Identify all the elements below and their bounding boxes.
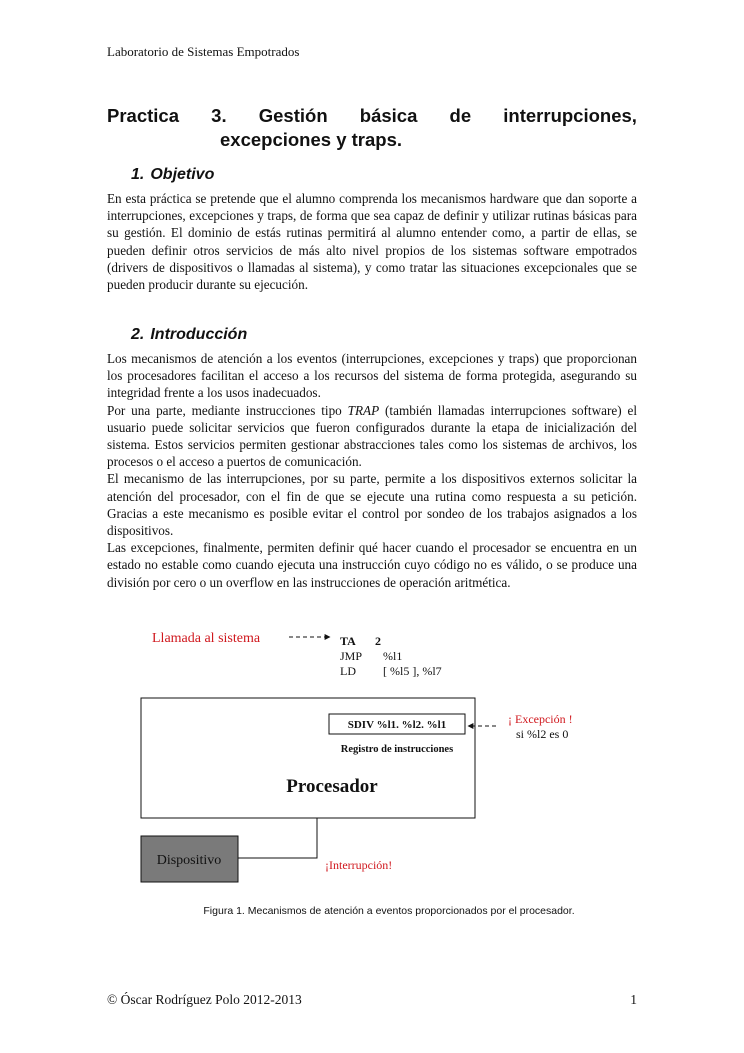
code-arg: 2 (375, 634, 381, 648)
processor-label: Procesador (286, 776, 378, 797)
register-label: Registro de instrucciones (340, 744, 454, 755)
exception-condition: si %l2 es 0 (516, 727, 569, 741)
interrupt-label: ¡Interrupción! (325, 858, 393, 872)
text-run: (también llamadas interrupciones software) el usuario puede solicitar servicios que fueron configurados durante la etapa de inicialización del sistema. Estos servicios permiten gestionar abstracciones tales como los sistemas de archivos, los procesos o el acceso a puertos de comunicación. (107, 402, 637, 470)
code-op: JMP (340, 649, 363, 663)
title-line-2: excepciones y traps. (220, 129, 403, 150)
paragraph: En esta práctica se pretende que el alumno comprenda los mecanismos hardware que dan soporte a interrupciones, excepciones y traps, de forma que sea capaz de definir y utilizar rutinas básicas para su gestión. El dominio de estás rutinas permitirá al alumno entender como, a partir de ellas, se pueden definir otros servicios de más alto nivel propios de los sistemas software empotrados (drivers de dispositivos o llamadas al sistema), y como tratar las situaciones excepcionales que se pueden producir durante su ejecución. (107, 191, 637, 293)
section-title: Introducción (150, 326, 248, 343)
page-footer (107, 992, 637, 1008)
paragraph: El mecanismo de las interrupciones, por su parte, permite a los dispositivos externos solicitar la atención del procesador, con el fin de que se ejecute una rutina como respuesta a su petición. Gracias a este mecanismo es posible evitar el control por sondeo de los trabajos asignados a los dispositivos. (107, 471, 637, 539)
title-word: de (449, 105, 472, 126)
page-number: 1 (630, 992, 637, 1007)
code-arg: %l1 (383, 649, 403, 663)
instruction-text: SDIV %l1. %l2. %l1 (347, 719, 447, 731)
title-word: Practica (107, 105, 179, 126)
emphasis-trap: TRAP (347, 402, 380, 418)
figure-caption: Figura 1. Mecanismos de atención a eventos proporcionados por el procesador. (203, 905, 575, 917)
section-number: 1. (131, 166, 145, 183)
syscall-label: Llamada al sistema (152, 631, 261, 646)
code-arg: [ %l5 ], %l7 (383, 664, 442, 678)
device-label: Dispositivo (156, 853, 222, 868)
code-op: LD (340, 664, 356, 678)
title-word: interrupciones, (503, 105, 637, 126)
footer-author: © Óscar Rodríguez Polo 2012-2013 (107, 992, 302, 1007)
section-title: Objetivo (150, 166, 215, 183)
paragraph: Las excepciones, finalmente, permiten definir qué hacer cuando el procesador se encuentra en un estado no estable como cuando ejecuta una instrucción cuyo código no es válido, o se produce una división por cero o un overflow en las instrucciones de operación aritmética. (107, 540, 637, 590)
paragraph: Los mecanismos de atención a los eventos (interrupciones, excepciones y traps) que proporcionan los procesadores facilitan el acceso a los recursos del sistema de forma protegida, asegurando su integridad frente a los usos inadecuados. (107, 351, 637, 401)
code-listing (340, 634, 442, 678)
section-number: 2. (131, 326, 145, 343)
title-word: básica (359, 105, 418, 126)
processor-box (141, 698, 475, 818)
title-word: Gestión (258, 105, 328, 126)
code-op: TA (340, 634, 356, 648)
interrupt-line (238, 818, 317, 858)
running-header: Laboratorio de Sistemas Empotrados (107, 44, 300, 59)
text-run: Por una parte, mediante instrucciones tipo (107, 402, 348, 418)
title-word: 3. (211, 105, 227, 126)
exception-label: ¡ Excepción ! (508, 712, 573, 726)
